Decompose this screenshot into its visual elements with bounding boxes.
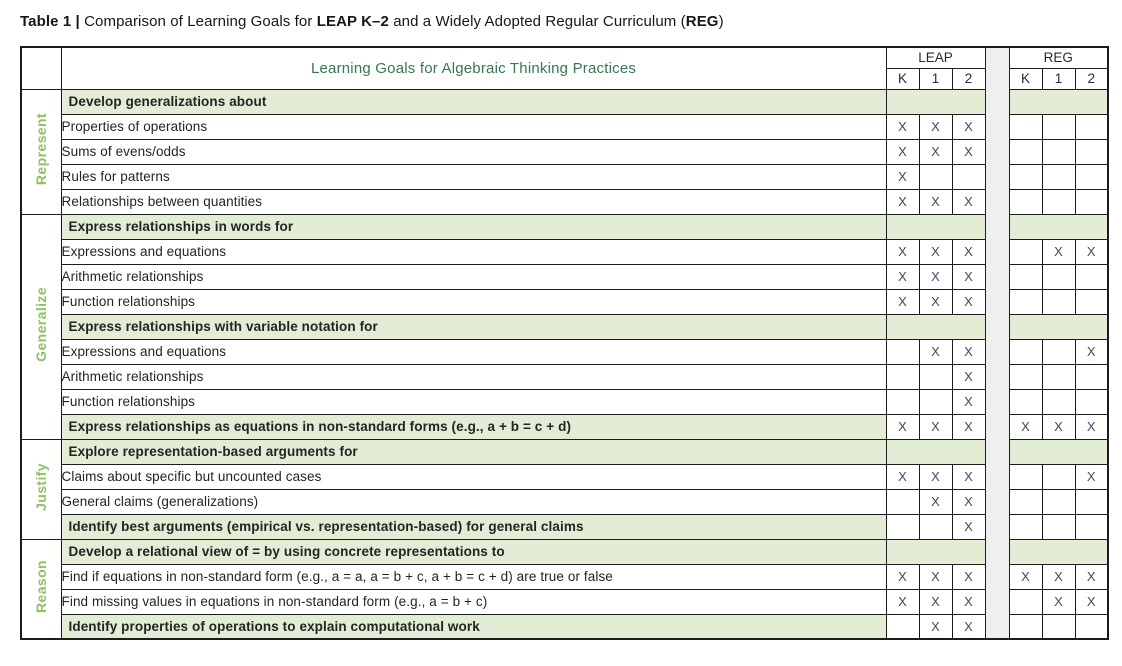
mark-cell-leap-k: [886, 364, 919, 389]
goal-text-cell: Develop generalizations about: [61, 89, 886, 114]
table-row: [21, 389, 1108, 414]
merged-marks-cell-reg: [1009, 214, 1108, 239]
merged-marks-cell-reg: [1009, 439, 1108, 464]
mark-cell-reg-1: [1042, 139, 1075, 164]
goal-text-cell: Properties of operations: [61, 114, 886, 139]
goal-text-cell: Function relationships: [61, 389, 886, 414]
grade-col-header-leap-1: 1: [919, 68, 952, 89]
merged-marks-cell-leap: [886, 314, 985, 339]
mark-cell-reg-k: [1009, 114, 1042, 139]
mark-cell-leap-1: X: [919, 489, 952, 514]
mark-cell-reg-k: [1009, 364, 1042, 389]
corner-cell: [21, 47, 61, 89]
mark-cell-leap-2: X: [952, 564, 985, 589]
caption-segment: REG: [685, 13, 719, 30]
table-row: [21, 514, 1108, 539]
mark-cell-leap-2: X: [952, 339, 985, 364]
mark-cell-reg-1: X: [1042, 239, 1075, 264]
merged-marks-cell-leap: [886, 539, 985, 564]
caption-segment: Comparison of Learning Goals for: [84, 13, 317, 30]
mark-cell-reg-2: [1075, 614, 1108, 639]
mark-cell-reg-2: X: [1075, 339, 1108, 364]
mark-cell-leap-k: [886, 389, 919, 414]
table-row: [21, 439, 1108, 464]
goal-text-cell: Identify properties of operations to explain computational work: [61, 614, 886, 639]
mark-cell-reg-k: [1009, 464, 1042, 489]
mark-cell-leap-1: X: [919, 189, 952, 214]
table-row: [21, 539, 1108, 564]
mark-cell-reg-k: [1009, 189, 1042, 214]
table-row: [21, 189, 1108, 214]
mark-cell-leap-1: X: [919, 564, 952, 589]
grade-col-header-leap-k: K: [886, 68, 919, 89]
mark-cell-leap-2: X: [952, 239, 985, 264]
table-row: [21, 414, 1108, 439]
grade-col-header-reg-2: 2: [1075, 68, 1108, 89]
mark-cell-leap-k: X: [886, 189, 919, 214]
mark-cell-reg-1: [1042, 339, 1075, 364]
section-label: Represent: [33, 112, 50, 186]
table-row: [21, 239, 1108, 264]
mark-cell-reg-2: [1075, 114, 1108, 139]
section-label-cell: [21, 439, 61, 539]
goal-text-cell: Express relationships with variable notation for: [61, 314, 886, 339]
table-row: [21, 364, 1108, 389]
table-row: [21, 314, 1108, 339]
mark-cell-leap-1: X: [919, 414, 952, 439]
mark-cell-reg-2: [1075, 189, 1108, 214]
mark-cell-leap-2: X: [952, 464, 985, 489]
mark-cell-reg-k: [1009, 339, 1042, 364]
mark-cell-reg-1: [1042, 464, 1075, 489]
goal-text-cell: Claims about specific but uncounted cases: [61, 464, 886, 489]
mark-cell-reg-2: [1075, 139, 1108, 164]
mark-cell-reg-2: X: [1075, 464, 1108, 489]
goal-text-cell: Expressions and equations: [61, 339, 886, 364]
table-row: [21, 339, 1108, 364]
mark-cell-reg-1: X: [1042, 414, 1075, 439]
mark-cell-reg-2: [1075, 364, 1108, 389]
mark-cell-reg-2: [1075, 389, 1108, 414]
mark-cell-reg-1: [1042, 164, 1075, 189]
mark-cell-leap-2: X: [952, 389, 985, 414]
grade-col-header-reg-1: 1: [1042, 68, 1075, 89]
mark-cell-leap-k: X: [886, 139, 919, 164]
mark-cell-reg-2: [1075, 264, 1108, 289]
mark-cell-leap-k: [886, 489, 919, 514]
mark-cell-leap-2: X: [952, 289, 985, 314]
mark-cell-reg-1: [1042, 189, 1075, 214]
mark-cell-reg-2: X: [1075, 589, 1108, 614]
mark-cell-reg-k: [1009, 164, 1042, 189]
merged-marks-cell-reg: [1009, 539, 1108, 564]
mark-cell-reg-2: X: [1075, 414, 1108, 439]
mark-cell-leap-k: X: [886, 114, 919, 139]
goal-text-cell: Function relationships: [61, 289, 886, 314]
section-label-cell: [21, 539, 61, 639]
table-row: [21, 214, 1108, 239]
table-row: [21, 164, 1108, 189]
goal-text-cell: Find missing values in equations in non-standard form (e.g., a = b + c): [61, 589, 886, 614]
caption-segment: Table 1 |: [20, 13, 85, 30]
table-row: [21, 464, 1108, 489]
goal-text-cell: Expressions and equations: [61, 239, 886, 264]
caption-segment: ): [718, 13, 724, 30]
mark-cell-leap-2: X: [952, 114, 985, 139]
mark-cell-leap-1: [919, 389, 952, 414]
table-row: [21, 114, 1108, 139]
table-row: [21, 489, 1108, 514]
table-row: [21, 89, 1108, 114]
goal-text-cell: Rules for patterns: [61, 164, 886, 189]
goal-text-cell: Sums of evens/odds: [61, 139, 886, 164]
mark-cell-leap-k: X: [886, 589, 919, 614]
mark-cell-reg-k: [1009, 589, 1042, 614]
mark-cell-leap-2: X: [952, 514, 985, 539]
mark-cell-reg-k: [1009, 389, 1042, 414]
mark-cell-reg-1: [1042, 614, 1075, 639]
mark-cell-reg-k: X: [1009, 564, 1042, 589]
mark-cell-leap-2: X: [952, 414, 985, 439]
mark-cell-leap-2: X: [952, 489, 985, 514]
mark-cell-leap-k: [886, 514, 919, 539]
mark-cell-reg-2: X: [1075, 239, 1108, 264]
table-row: [21, 264, 1108, 289]
mark-cell-leap-k: X: [886, 464, 919, 489]
mark-cell-reg-1: [1042, 289, 1075, 314]
mark-cell-leap-1: [919, 514, 952, 539]
mark-cell-leap-k: X: [886, 264, 919, 289]
mark-cell-leap-2: X: [952, 139, 985, 164]
column-group-reg: REG: [1009, 47, 1108, 68]
mark-cell-reg-2: [1075, 489, 1108, 514]
mark-cell-reg-k: [1009, 489, 1042, 514]
section-label-cell: [21, 214, 61, 439]
mark-cell-leap-1: X: [919, 339, 952, 364]
mark-cell-reg-k: [1009, 614, 1042, 639]
goal-text-cell: Find if equations in non-standard form (e.g., a = a, a = b + c, a + b = c + d) are true or false: [61, 564, 886, 589]
mark-cell-reg-1: [1042, 364, 1075, 389]
table-caption: [20, 13, 1122, 30]
goal-text-cell: Relationships between quantities: [61, 189, 886, 214]
mark-cell-reg-2: [1075, 289, 1108, 314]
merged-marks-cell-leap: [886, 439, 985, 464]
merged-marks-cell-leap: [886, 214, 985, 239]
caption-segment: LEAP K–2: [316, 13, 389, 30]
mark-cell-leap-k: X: [886, 564, 919, 589]
mark-cell-leap-k: [886, 339, 919, 364]
mark-cell-reg-1: [1042, 389, 1075, 414]
mark-cell-leap-1: [919, 364, 952, 389]
mark-cell-leap-2: X: [952, 589, 985, 614]
grade-col-header-leap-2: 2: [952, 68, 985, 89]
column-group-leap: LEAP: [886, 47, 985, 68]
mark-cell-leap-2: X: [952, 189, 985, 214]
mark-cell-reg-1: [1042, 264, 1075, 289]
mark-cell-leap-2: X: [952, 264, 985, 289]
goal-text-cell: Arithmetic relationships: [61, 264, 886, 289]
table-row: [21, 289, 1108, 314]
goal-text-cell: Express relationships as equations in non-standard forms (e.g., a + b = c + d): [61, 414, 886, 439]
mark-cell-reg-1: [1042, 489, 1075, 514]
mark-cell-reg-k: [1009, 264, 1042, 289]
table-row: [21, 589, 1108, 614]
section-label: Reason: [33, 559, 50, 613]
goal-text-cell: General claims (generalizations): [61, 489, 886, 514]
mark-cell-reg-k: [1009, 289, 1042, 314]
mark-cell-leap-1: [919, 164, 952, 189]
mark-cell-reg-1: X: [1042, 564, 1075, 589]
mark-cell-leap-1: X: [919, 264, 952, 289]
mark-cell-leap-k: X: [886, 239, 919, 264]
mark-cell-leap-2: X: [952, 364, 985, 389]
mark-cell-leap-1: X: [919, 289, 952, 314]
section-label: Justify: [33, 462, 50, 511]
mark-cell-reg-1: X: [1042, 589, 1075, 614]
table-row: [21, 614, 1108, 639]
mark-cell-reg-k: [1009, 139, 1042, 164]
mark-cell-leap-1: X: [919, 239, 952, 264]
mark-cell-leap-2: [952, 164, 985, 189]
mark-cell-reg-k: [1009, 239, 1042, 264]
mark-cell-leap-1: X: [919, 114, 952, 139]
mark-cell-leap-k: X: [886, 289, 919, 314]
mark-cell-leap-1: X: [919, 614, 952, 639]
mark-cell-reg-2: [1075, 164, 1108, 189]
gap-column: [985, 47, 1009, 639]
mark-cell-leap-k: X: [886, 164, 919, 189]
merged-marks-cell-reg: [1009, 314, 1108, 339]
mark-cell-reg-2: [1075, 514, 1108, 539]
goal-text-cell: Develop a relational view of = by using concrete representations to: [61, 539, 886, 564]
merged-marks-cell-leap: [886, 89, 985, 114]
goal-text-cell: Identify best arguments (empirical vs. representation-based) for general claims: [61, 514, 886, 539]
table-row: [21, 564, 1108, 589]
table-row: [21, 139, 1108, 164]
goal-text-cell: Express relationships in words for: [61, 214, 886, 239]
section-label-cell: [21, 89, 61, 214]
mark-cell-leap-2: X: [952, 614, 985, 639]
goals-header-cell: Learning Goals for Algebraic Thinking Practices: [61, 47, 886, 89]
mark-cell-reg-1: [1042, 114, 1075, 139]
grade-col-header-reg-k: K: [1009, 68, 1042, 89]
merged-marks-cell-reg: [1009, 89, 1108, 114]
mark-cell-leap-1: X: [919, 139, 952, 164]
section-label: Generalize: [33, 286, 50, 362]
goal-text-cell: Explore representation-based arguments for: [61, 439, 886, 464]
mark-cell-leap-k: X: [886, 414, 919, 439]
caption-segment: and a Widely Adopted Regular Curriculum (: [388, 13, 686, 30]
comparison-table: [20, 46, 1109, 640]
mark-cell-reg-k: X: [1009, 414, 1042, 439]
mark-cell-leap-1: X: [919, 589, 952, 614]
mark-cell-leap-1: X: [919, 464, 952, 489]
mark-cell-reg-2: X: [1075, 564, 1108, 589]
goal-text-cell: Arithmetic relationships: [61, 364, 886, 389]
mark-cell-leap-k: [886, 614, 919, 639]
mark-cell-reg-k: [1009, 514, 1042, 539]
header-row-groups: [21, 47, 1108, 68]
mark-cell-reg-1: [1042, 514, 1075, 539]
